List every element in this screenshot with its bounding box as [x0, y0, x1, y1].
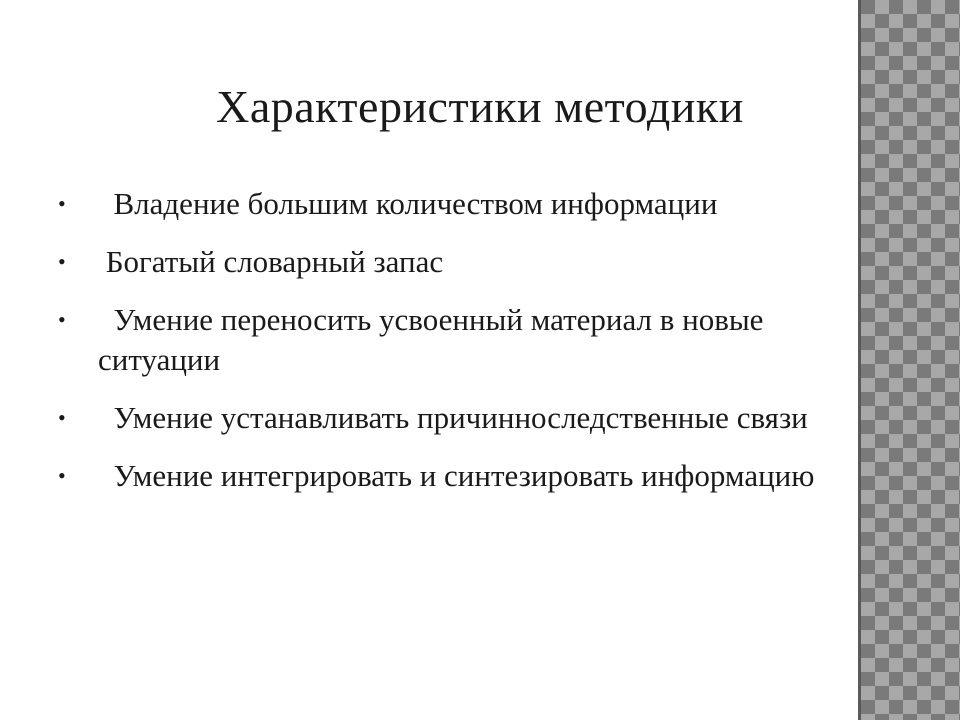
bullet-icon: •: [58, 249, 66, 274]
list-item: [58, 242, 848, 282]
bullet-icon: •: [58, 463, 66, 488]
list-item: [58, 456, 848, 496]
bullet-icon: •: [58, 191, 66, 216]
bullet-list: [58, 184, 848, 514]
list-item: [58, 184, 848, 224]
list-item-text: Умение интегрировать и синтезировать информацию: [98, 458, 815, 493]
slide-title: Характеристики методики: [216, 81, 744, 132]
list-item-text: Умение переносить усвоенный материал в новые ситуации: [98, 302, 772, 377]
list-item-text: Умение устанавливать причинноследственные связи: [98, 400, 808, 435]
bullet-icon: •: [58, 405, 66, 430]
list-item: [58, 300, 848, 380]
bullet-icon: •: [58, 307, 66, 332]
list-item-text: Богатый словарный запас: [98, 244, 444, 279]
list-item: [58, 398, 848, 438]
list-item-text: Владение большим количеством информации: [98, 186, 718, 221]
decorative-side-pattern: [858, 0, 960, 720]
